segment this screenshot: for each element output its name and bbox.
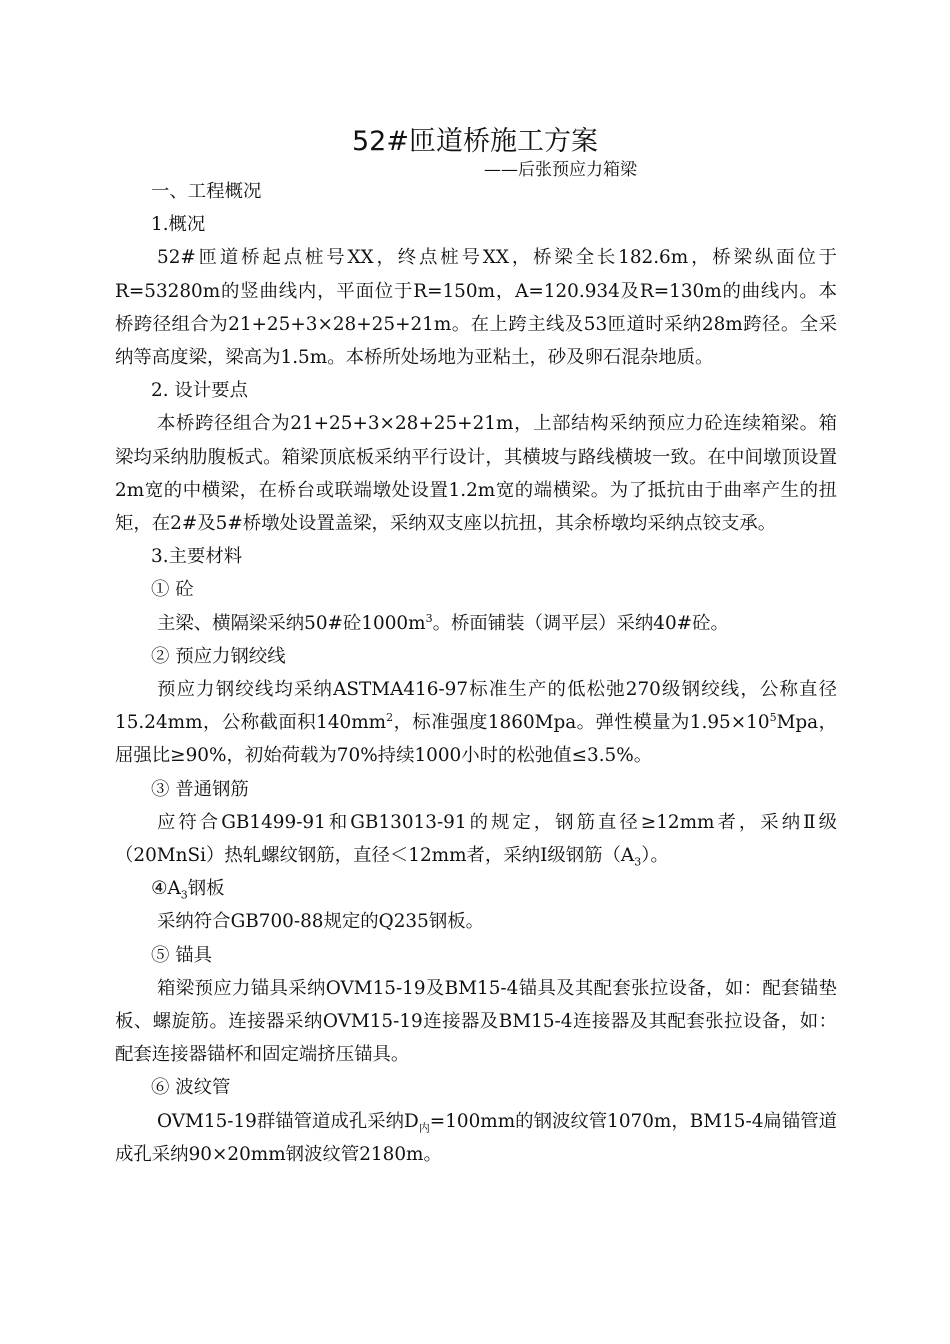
subscript: 内 [418, 1121, 430, 1135]
superscript: 5 [769, 711, 777, 725]
subscript: 3 [634, 855, 642, 869]
text-run: 应符合GB1499-91和GB13013-91的规定，钢筋直径≥12mm者，采纳Ⅱ级（20MnSi）热轧螺纹钢筋，直径＜12mm者，采纳Ⅰ级钢筋（A [115, 811, 837, 867]
paragraph-rebar [115, 806, 837, 872]
text-run: ，标准强度1860Mpa。弹性模量为1.95×10 [393, 712, 770, 734]
paragraph-anchor: 箱梁预应力锚具采纳OVM15-19及BM15-4锚具及其配套张拉设备，如：配套锚垫板、螺旋筋。连接器采纳OVM15-19连接器及BM15-4连接器及其配套张拉设备，如：配套连接器锚杯和固定端挤压锚具。 [115, 977, 837, 1066]
paragraph-steel-plate: 采纳符合GB700-88规定的Q235钢板。 [157, 911, 485, 933]
section-heading: 一、工程概况 [151, 181, 262, 202]
subscript: 3 [180, 888, 188, 902]
document-body [115, 175, 837, 1171]
material-heading-steel-plate [115, 872, 837, 905]
text-run: 。桥面铺装（调平层）采纳40#砼。 [432, 612, 729, 634]
paragraph-overview: 52#匝道桥起点桩号XX，终点桩号XX，桥梁全长182.6m，桥梁纵面位于R=53280m的竖曲线内，平面位于R=150m，A=120.934及R=130m的曲线内。本桥跨径组合为21+25+3×28+25+21m。在上跨主线及53匝道时采纳28m跨径。全采纳等高度梁，梁高为1.5m。本桥所处场地为亚粘土，砂及卵石混杂地质。 [115, 247, 837, 369]
paragraph-duct [115, 1105, 837, 1171]
material-heading-anchor: ⑤ 锚具 [151, 944, 213, 966]
paragraph-strand [115, 673, 837, 773]
material-heading-rebar: ③ 普通钢筋 [151, 778, 249, 800]
text-run: OVM15-19群锚管道成孔采纳D [157, 1110, 419, 1132]
text-run: 预应力钢绞线均采纳ASTMA416-97标准生产的低松弛270级钢绞线，公称直径15.24mm，公称截面积140mm [115, 679, 837, 734]
text-run: ）。 [641, 845, 669, 867]
text-run: Mpa，屈强比≥90%，初始荷载为70%持续1000小时的松弛值≤3.5%。 [115, 712, 837, 767]
text-run: 主梁、横隔梁采纳50#砼1000m [157, 612, 426, 634]
document-subtitle: ——后张预应力箱梁 [484, 160, 637, 180]
subsection-heading: 3.主要材料 [151, 546, 243, 568]
material-heading-strand: ② 预应力钢绞线 [151, 645, 286, 667]
superscript: 2 [386, 711, 394, 725]
superscript: 3 [425, 611, 433, 625]
subsection-heading: 2. 设计要点 [151, 380, 248, 402]
subsection-heading: 1.概况 [151, 214, 206, 236]
text-run: =100mm的钢波纹管1070m，BM15-4扁锚管道成孔采纳90×20mm钢波纹管2180m。 [115, 1110, 837, 1165]
material-heading-concrete: ① 砼 [151, 579, 194, 601]
document-title: 52#匝道桥施工方案 [352, 126, 598, 157]
paragraph-design-points: 本桥跨径组合为21+25+3×28+25+21m，上部结构采纳预应力砼连续箱梁。箱梁均采纳肋腹板式。箱梁顶底板采纳平行设计，其横坡与路线横坡一致。在中间墩顶设置2m宽的中横梁，在桥台或联端墩处设置1.2m宽的端横梁。为了抵抗由于曲率产生的扭矩，在2#及5#桥墩处设置盖梁，采纳双支座以抗扭，其余桥墩均采纳点铰支承。 [115, 413, 837, 535]
paragraph-concrete [115, 607, 837, 640]
text-run: ④A [151, 878, 181, 900]
text-run: 钢板 [187, 878, 225, 900]
material-heading-duct: ⑥ 波纹管 [151, 1077, 231, 1099]
